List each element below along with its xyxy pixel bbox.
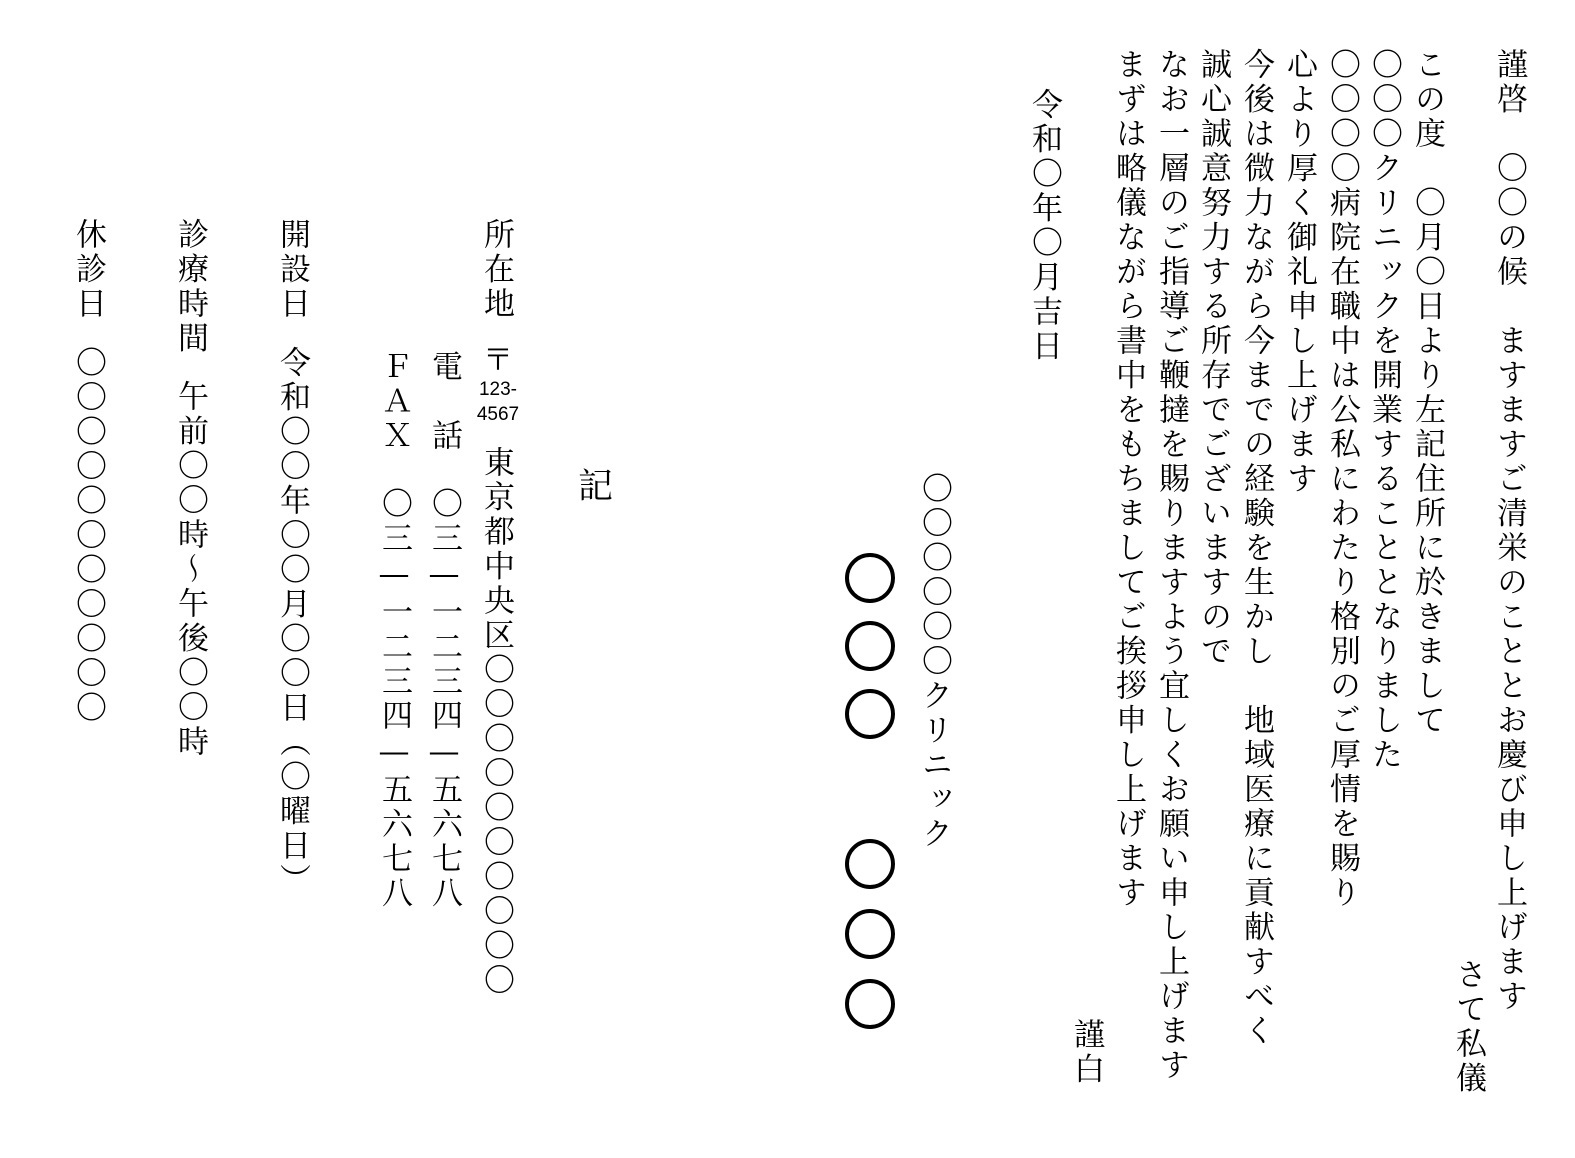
holiday-value: 〇〇〇〇〇〇〇〇〇〇〇	[70, 346, 106, 726]
body-line-5: 今後は微力ながら今までの経験を生かし 地域医療に貢献すべく	[1238, 48, 1274, 1049]
name-circle	[845, 553, 895, 603]
body-line-7: なお一層のご指導ご鞭撻を賜りますよう宜しくお願い申し上げます	[1153, 48, 1189, 1083]
phone-label: 電 話	[426, 350, 462, 454]
hours-label: 診療時間	[172, 218, 208, 356]
greeting-line: 謹啓 〇〇の候 ますますご清栄のこととお慶び申し上げます	[1491, 48, 1527, 1014]
opening-date-value: 令和〇〇年〇〇月〇〇日（〇曜日）	[274, 346, 310, 898]
name-circle	[845, 839, 895, 889]
ki-heading: 記	[578, 467, 614, 507]
address-value: 東京都中央区〇〇〇〇〇〇〇〇〇〇	[478, 446, 514, 998]
fax-value: 〇三—一二三四—五六七八	[376, 487, 412, 911]
body-line-6: 誠心誠意努力する所存でございますので	[1195, 48, 1231, 669]
body-line-4: 心より厚く御礼申し上げます	[1281, 48, 1317, 497]
body-line-1: この度 〇月〇日より左記住所に於きまして	[1409, 48, 1445, 738]
body-line-2: 〇〇〇クリニックを開業することとなりました	[1366, 48, 1402, 773]
postal-mark-icon: 〒	[483, 343, 513, 378]
hours-value: 午前〇〇時～午後〇〇時	[172, 380, 208, 760]
clinic-name: 〇〇〇〇〇〇クリニック	[916, 472, 952, 852]
postal-code-bottom: 4567	[476, 404, 520, 425]
opening-date-label: 開設日	[274, 218, 310, 322]
closing-kinpaku: 謹白	[1068, 1018, 1104, 1087]
phone-value: 〇三—一二三四—五六七八	[426, 487, 462, 911]
address-label: 所在地	[478, 218, 514, 322]
body-line-3: 〇〇〇〇病院在職中は公私にわたり格別のご厚情を賜り	[1324, 48, 1360, 911]
postal-code-top: 123-	[478, 379, 518, 400]
sate-watakushi-gi: さて私儀	[1450, 958, 1486, 1096]
holiday-label: 休診日	[70, 218, 106, 322]
letter-date: 令和〇年〇月吉日	[1026, 88, 1062, 364]
name-circle	[845, 689, 895, 739]
postal-code	[468, 345, 528, 427]
name-circle	[845, 979, 895, 1029]
body-line-8: まずは略儀ながら書中をもちましてご挨拶申し上げます	[1110, 48, 1146, 911]
name-circle	[845, 909, 895, 959]
name-circle	[845, 621, 895, 671]
fax-label: ＦＡＸ	[376, 350, 412, 454]
